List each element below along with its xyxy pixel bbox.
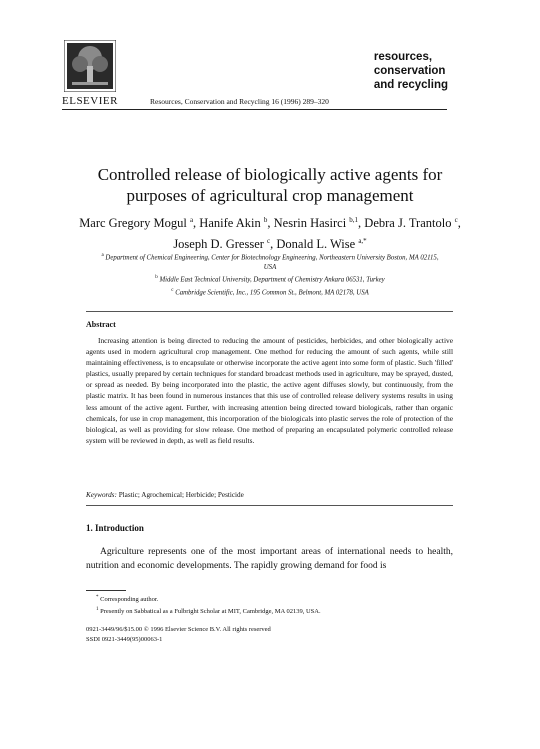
keywords-label: Keywords:: [86, 491, 117, 499]
issn-line: 0921-3449/96/$15.00 © 1996 Elsevier Science B.V. All rights reserved: [86, 626, 271, 633]
author-name: Hanife Akin: [199, 216, 261, 231]
journal-citation: Resources, Conservation and Recycling 16 (1996) 289–320: [150, 97, 329, 106]
ssdi-line: SSDI 0921-3449(95)00063-1: [86, 635, 163, 643]
author-name: Joseph D. Gresser: [173, 237, 264, 252]
affiliation: [95, 273, 445, 285]
keywords: [86, 491, 453, 499]
author-list: Marc Gregory Mogul $^a$, Hanife Akin $^b$, Nesrin Hasirci $^{b,1}$, Debra J. Trantolo $^c$, Joseph D. Gresser $^c$, Donald L. Wise $^{a,*}$: [79, 216, 461, 252]
affiliation-text: Middle East Technical University, Department of Chemistry Ankara 06531, Turkey: [159, 276, 385, 284]
affiliation-sup: b: [155, 275, 158, 281]
keywords-rule: [86, 505, 453, 506]
footnote: [86, 605, 453, 617]
affiliation-sup: c: [171, 287, 174, 293]
footnote-sup: *: [96, 595, 99, 600]
author-sup: b,1: [349, 216, 359, 224]
abstract-text: Increasing attention is being directed to reducing the amount of pesticides, herbicides, and other biologically active agents used in modern agricultural crop management. One method for reducing the amount of such agents, while still maintaining effectiveness, is to encapsulate or otherwise incorporate the active agent into some form of plastic. Such 'filled' plastics, usually prepared by certain techniques for standard broadcast methods used in agriculture, may be sprayed, dusted, or spread as needed. By being incorporated into the plastic, the active agent diffuses slowly, but continuously, from the plastic matrix. It has been found in numerous instances that this use of controlled release delivery systems results in using less amount of the active agent. Further, with increasing attention being directed toward biologicals, rather than organic chemicals, for use in crop management, this incorporation of the biologicals into plastic serves the role of protection of the biological, as well as providing for slow release. One method of preparing an encapsulated polymeric controlled release system will be reviewed in depth, as well as field results.: [86, 336, 453, 445]
author-name: Nesrin Hasirci: [273, 216, 347, 231]
affiliation-text: Department of Chemical Engineering, Center for Biotechnology Engineering, Northeastern University Boston, MA 02115, USA: [105, 254, 439, 272]
affiliation: [95, 251, 445, 273]
journal-line: conservation: [373, 65, 446, 77]
affiliation: [95, 286, 445, 298]
publisher-name: ELSEVIER: [62, 95, 118, 107]
footnote: [86, 593, 453, 605]
journal-line: and recycling: [373, 79, 448, 91]
footnote-text: Corresponding author.: [100, 596, 159, 604]
intro-paragraph: Agriculture represents one of the most important areas of international needs to health, nutrition and economic developments. The rapidly growing demand for food is: [86, 547, 453, 571]
author-sup: c: [454, 216, 458, 224]
footnote-sup: 1: [96, 606, 99, 612]
affiliation-sup: a: [101, 253, 104, 258]
footnotes: [86, 593, 453, 616]
author-sup: c: [267, 237, 271, 246]
keywords-text: Plastic; Agrochemical; Herbicide; Pesticide: [118, 491, 244, 499]
author-sup: b: [263, 216, 268, 224]
abstract-rule: [86, 311, 453, 312]
footnote-rule: [86, 590, 126, 591]
author-name: Marc Gregory Mogul: [79, 216, 187, 231]
affiliation-list: [95, 251, 445, 298]
affiliation-text: Cambridge Scientific, Inc., 195 Common St., Belmont, MA 02178, USA: [175, 288, 369, 296]
abstract-heading: Abstract: [86, 320, 116, 329]
footnote-text: Presently on Sabbatical as a Fulbright Scholar at MIT, Cambridge, MA 02139, USA.: [100, 607, 321, 615]
issn-block: [86, 625, 453, 644]
author-name: Donald L. Wise: [276, 237, 356, 252]
article-title: Controlled release of biologically active agents for purposes of agricultural crop management: [97, 165, 443, 205]
author-sup: a: [189, 216, 194, 224]
header-rule: [62, 109, 447, 110]
journal-line: resources,: [373, 51, 433, 63]
section-heading: 1. Introduction: [86, 523, 144, 533]
journal-logo-text: [374, 50, 448, 92]
author-name: Debra J. Trantolo: [364, 216, 452, 231]
elsevier-tree-logo: [64, 40, 116, 92]
author-sup: a,*: [358, 237, 367, 246]
